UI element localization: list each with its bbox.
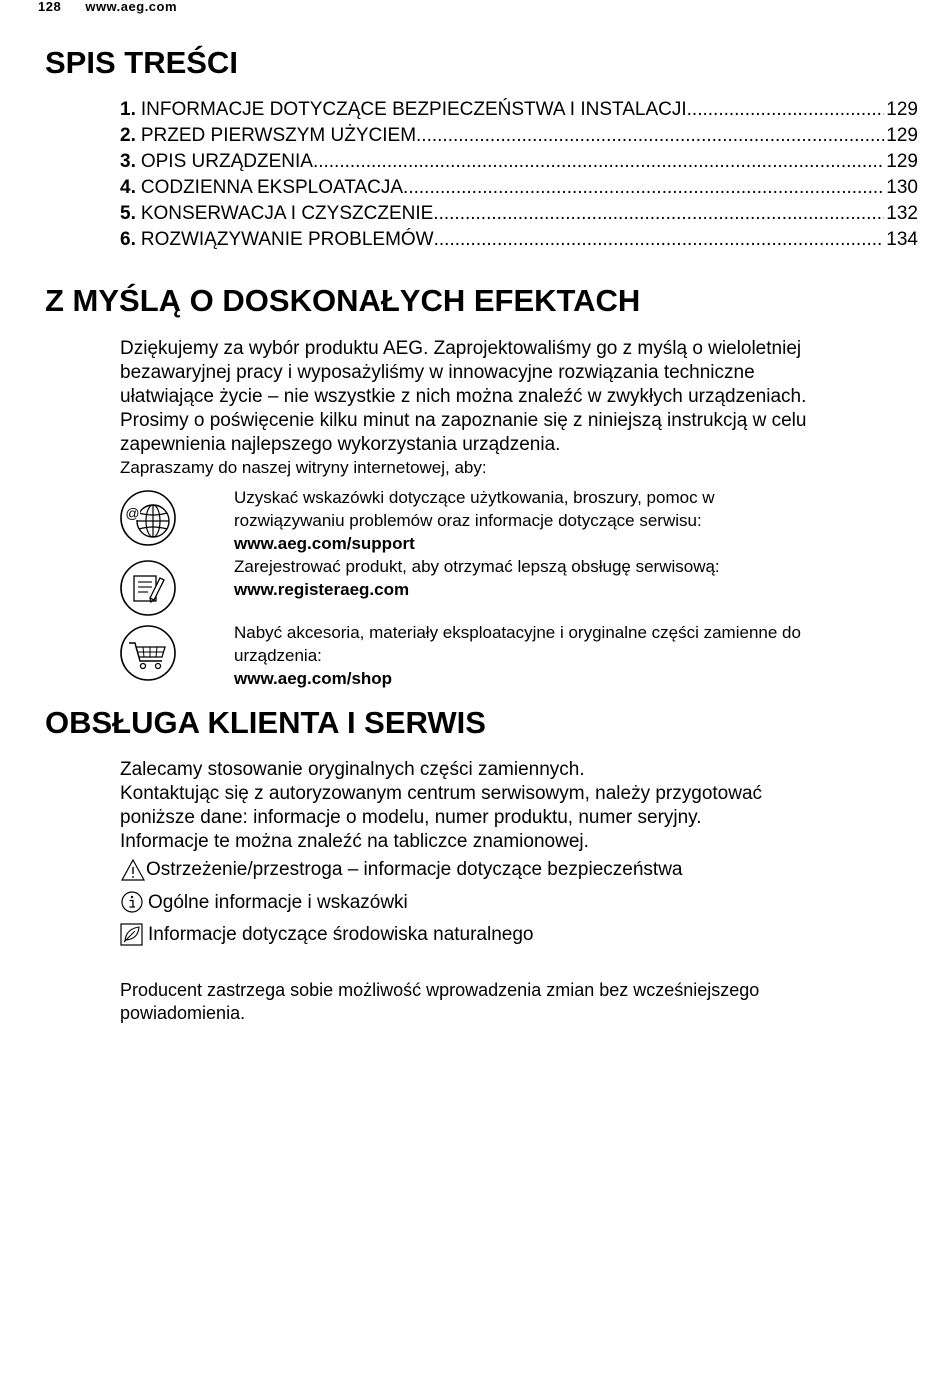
toc-item-page: 129 — [886, 151, 918, 172]
toc-leader-dots — [687, 97, 885, 123]
legend-warning — [120, 858, 682, 882]
service-line: Zalecamy stosowanie oryginalnych części zamiennych. — [120, 759, 585, 780]
toc-item-label: CODZIENNA EKSPLOATACJA — [140, 177, 404, 198]
legend-text: Informacje dotyczące środowiska naturalnego — [148, 924, 534, 945]
page-header — [38, 0, 177, 14]
toc-item-label: INFORMACJE DOTYCZĄCE BEZPIECZEŃSTWA I INSTALACJI — [140, 99, 687, 120]
toc-leader-dots — [433, 201, 884, 227]
web-item-line: rozwiązywaniu problemów oraz informacje dotyczące serwisu: — [234, 511, 702, 530]
web-item-line: Uzyskać wskazówki dotyczące użytkowania, broszury, pomoc w — [234, 488, 715, 507]
toc-item-number: 2. — [120, 125, 136, 146]
info-icon — [120, 891, 144, 915]
legend-text: Ostrzeżenie/przestroga – informacje dotyczące bezpieczeństwa — [146, 859, 683, 880]
web-item-line: Nabyć akcesoria, materiały eksploatacyjne i oryginalne części zamienne do — [234, 623, 801, 642]
intro-line: Prosimy o poświęcenie kilku minut na zapoznanie się z niniejszą instrukcją w celu — [120, 410, 807, 431]
intro-line: zapewnienia najlepszego wykorzystania urządzenia. — [120, 434, 561, 455]
service-line: poniższe dane: informacje o modelu, numer produktu, numer seryjny. — [120, 807, 702, 828]
table-of-contents — [120, 97, 918, 253]
toc-item[interactable] — [120, 149, 918, 175]
service-paragraph — [120, 758, 920, 854]
toc-item-label: ROZWIĄZYWANIE PROBLEMÓW — [140, 229, 434, 250]
service-title: OBSŁUGA KLIENTA I SERWIS — [45, 705, 486, 740]
intro-line: Dziękujemy za wybór produktu AEG. Zaprojektowaliśmy go z myślą o wieloletniej — [120, 338, 802, 359]
toc-item[interactable] — [120, 123, 918, 149]
toc-item-number: 3. — [120, 151, 136, 172]
disclaimer — [120, 979, 920, 1025]
page-number: 128 — [38, 0, 62, 14]
warning-triangle-icon — [120, 858, 146, 882]
toc-item-label: KONSERWACJA I CZYSZCZENIE — [140, 203, 434, 224]
toc-leader-dots — [434, 227, 885, 253]
svg-text:@: @ — [125, 505, 140, 521]
toc-item-page: 134 — [886, 229, 918, 250]
environment-leaf-icon — [120, 923, 144, 947]
toc-item[interactable] — [120, 201, 918, 227]
toc-item[interactable] — [120, 97, 918, 123]
globe-at-icon — [120, 490, 176, 546]
toc-item[interactable] — [120, 175, 918, 201]
toc-item-page: 129 — [886, 99, 918, 120]
legend-environment — [120, 923, 533, 947]
shopping-cart-icon — [120, 625, 176, 681]
toc-leader-dots — [416, 123, 884, 149]
toc-title: SPIS TREŚCI — [45, 45, 238, 80]
support-link[interactable]: www.aeg.com/support — [234, 534, 415, 553]
toc-item-number: 1. — [120, 99, 136, 120]
legend-text: Ogólne informacje i wskazówki — [148, 892, 408, 913]
website-intro: Zapraszamy do naszej witryny internetowej, aby: — [120, 458, 487, 477]
web-item-text — [234, 621, 914, 690]
toc-item-number: 6. — [120, 229, 136, 250]
toc-item-label: OPIS URZĄDZENIA — [140, 151, 313, 172]
intro-title: Z MYŚLĄ O DOSKONAŁYCH EFEKTACH — [45, 283, 641, 318]
header-url: www.aeg.com — [85, 0, 178, 14]
register-link[interactable]: www.registeraeg.com — [234, 580, 410, 599]
toc-item-page: 130 — [886, 177, 918, 198]
disclaimer-line: powiadomienia. — [120, 1003, 246, 1023]
shop-link[interactable]: www.aeg.com/shop — [234, 669, 393, 688]
toc-leader-dots — [313, 149, 884, 175]
register-pen-icon — [120, 560, 176, 616]
toc-item[interactable] — [120, 227, 918, 253]
intro-line: bezawaryjnej pracy i wyposażyliśmy w innowacyjne rozwiązania techniczne — [120, 362, 755, 383]
toc-item-number: 5. — [120, 203, 136, 224]
service-line: Informacje te można znaleźć na tabliczce znamionowej. — [120, 831, 589, 852]
web-item-line: urządzenia: — [234, 646, 322, 665]
disclaimer-line: Producent zastrzega sobie możliwość wprowadzenia zmian bez wcześniejszego — [120, 980, 760, 1000]
web-item-text — [234, 486, 914, 555]
toc-item-label: PRZED PIERWSZYM UŻYCIEM — [140, 125, 417, 146]
service-line: Kontaktując się z autoryzowanym centrum serwisowym, należy przygotować — [120, 783, 763, 804]
web-item-text — [234, 555, 914, 601]
web-item-line: Zarejestrować produkt, aby otrzymać lepszą obsługę serwisową: — [234, 557, 720, 576]
toc-leader-dots — [403, 175, 884, 201]
intro-line: ułatwiające życie – nie wszystkie z nich można znaleźć w zwykłych urządzeniach. — [120, 386, 807, 407]
toc-item-page: 132 — [886, 203, 918, 224]
legend-info — [120, 891, 408, 915]
intro-paragraph — [120, 337, 920, 479]
toc-item-number: 4. — [120, 177, 136, 198]
toc-item-page: 129 — [886, 125, 918, 146]
